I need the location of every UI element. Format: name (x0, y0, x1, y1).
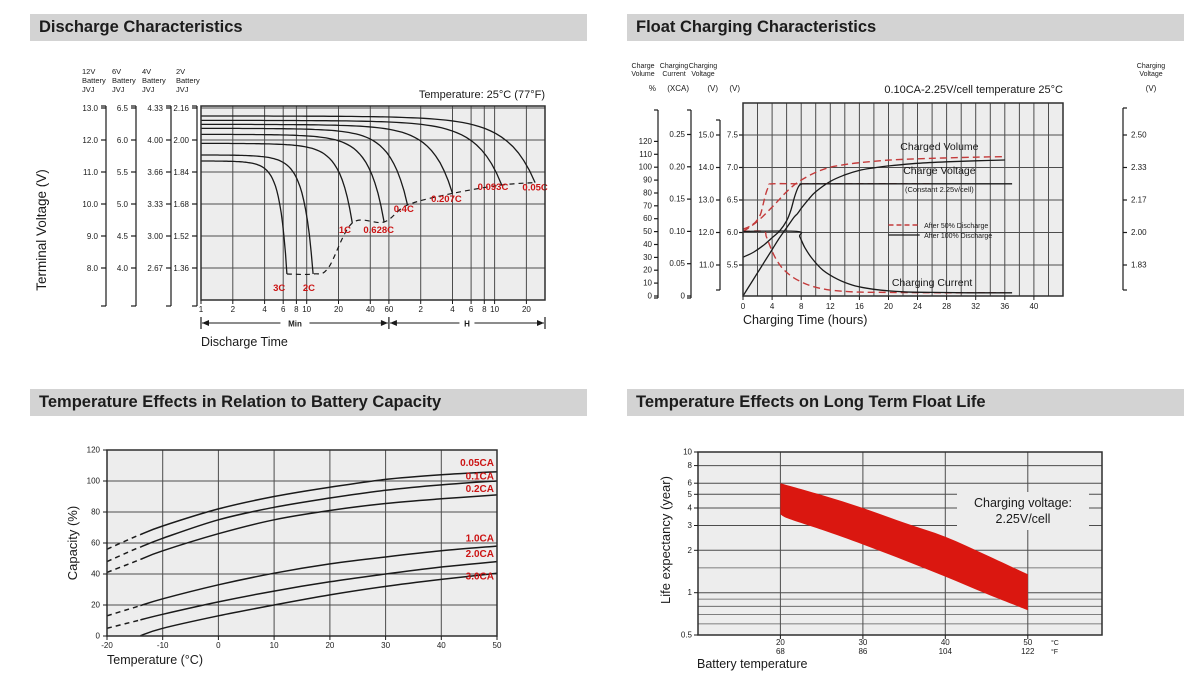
x-tick-label: 8 (482, 305, 487, 314)
scale-header: Battery (112, 76, 136, 85)
y-tick-label: 80 (91, 507, 100, 517)
section-header-discharge (30, 14, 587, 41)
x-tick-label: 6 (280, 305, 286, 314)
per-cell-voltage-tick: 2.50 (1131, 130, 1147, 140)
x-tick-label: 40 (1029, 302, 1039, 311)
rate-label-0.05C: 0.05C (522, 182, 548, 194)
x-tick-celsius: 20 (775, 638, 785, 647)
section-header-float-charging (627, 14, 1184, 41)
x-axis-title: Temperature (°C) (107, 653, 203, 667)
rate-label-0.207C: 0.207C (431, 194, 462, 205)
svg-text:Charging: Charging (1136, 63, 1166, 70)
annotation-line2: 2.25V/cell (995, 512, 1051, 526)
x-tick-label: 12 (825, 302, 835, 311)
x-tick-label: 36 (1000, 302, 1010, 311)
x-tick-label: 4 (769, 302, 775, 311)
scale-tick-label: 3.00 (147, 231, 163, 241)
xca-tick: 0.10 (669, 226, 685, 236)
x-tick-fahrenheit: 86 (858, 647, 868, 656)
pct-tick: 20 (643, 265, 652, 275)
float-charging-chart (627, 60, 1186, 360)
celsius-unit: °C (1051, 640, 1059, 647)
scale-header: JVJ (82, 85, 95, 94)
section-header-temp-capacity (30, 389, 587, 416)
section-title-temp-capacity: Temperature Effects in Relation to Battery Capacity (39, 393, 442, 411)
x-tick-label: 2 (418, 305, 423, 314)
temperature-note: Temperature: 25°C (77°F) (418, 89, 545, 101)
x-tick-label: 0 (216, 641, 221, 650)
x-tick-label: 28 (942, 302, 952, 311)
discharge-characteristics-chart (30, 60, 587, 360)
scale-tick-label: 6.5 (116, 103, 128, 113)
xca-tick: 0 (680, 291, 685, 301)
x-axis-title: Charging Time (hours) (743, 313, 868, 327)
x-unit-label: H (464, 319, 470, 329)
pct-tick: 70 (643, 201, 652, 211)
scale-header: Battery (82, 76, 106, 85)
rate-label-2.0CA: 2.0CA (465, 548, 494, 560)
section-title-float-life: Temperature Effects on Long Term Float Life (636, 393, 986, 411)
scale-header: 4V (142, 67, 152, 76)
scale-tick-label: 5.5 (116, 167, 128, 177)
temp-capacity-chart (30, 430, 587, 698)
scale-tick-label: 4.33 (147, 103, 163, 113)
x-tick-label: 4 (262, 305, 267, 314)
constant-voltage-note: (Constant 2.25v/cell) (905, 185, 974, 194)
charging-condition-note: 0.10CA-2.25V/cell temperature 25°C (884, 84, 1063, 96)
y-tick-label: 0 (95, 631, 100, 641)
scale-tick-label: 10.0 (82, 199, 98, 209)
x-tick-label: 24 (913, 302, 922, 311)
pct-tick: 50 (643, 227, 652, 237)
scale-header: Battery (142, 76, 166, 85)
svg-text:(V): (V) (707, 84, 718, 93)
scale-tick-label: 4.5 (116, 231, 128, 241)
y-axis-title: Capacity (%) (65, 505, 80, 581)
y-tick-label: 0.5 (680, 630, 692, 640)
x-axis-title: Discharge Time (201, 335, 288, 349)
x-tick-label: 0 (740, 302, 746, 311)
pct-tick: 30 (643, 252, 652, 262)
x-tick-label: 20 (334, 305, 343, 314)
x-tick-label: 40 (436, 641, 446, 650)
scale-tick-label: 5.0 (116, 199, 128, 209)
x-tick-label: 20 (884, 302, 893, 311)
y-tick-label: 2 (687, 545, 692, 555)
svg-text:Voltage: Voltage (1139, 71, 1163, 78)
scale-header: Battery (176, 76, 200, 85)
x-tick-label: 10 (269, 641, 279, 650)
pct-tick: 110 (639, 149, 652, 159)
scale-header: JVJ (142, 85, 155, 94)
rate-label-3C: 3C (273, 283, 286, 294)
x-tick-label: 8 (798, 302, 804, 311)
y-axis-title: Terminal Voltage (V) (34, 169, 49, 291)
y-tick-label: 10 (683, 447, 692, 457)
cell-voltage-tick: 7.0 (726, 163, 738, 172)
rate-label-1C: 1C (338, 225, 351, 236)
pct-tick: 100 (638, 162, 652, 172)
section-title-float-charging: Float Charging Characteristics (636, 18, 877, 36)
svg-text:%: % (648, 84, 656, 93)
svg-text:Charging: Charging (688, 63, 718, 70)
scale-tick-label: 9.0 (86, 231, 98, 241)
x-tick-fahrenheit: 68 (775, 647, 785, 656)
xca-tick: 0.05 (669, 259, 685, 269)
x-unit-label: Min (288, 319, 302, 329)
charging-voltage-tick: 12.0 (698, 228, 714, 237)
svg-text:(V): (V) (1145, 84, 1157, 93)
rate-label-2C: 2C (302, 283, 315, 294)
rate-label-0.093C: 0.093C (477, 182, 509, 193)
cell-voltage-tick: 5.5 (726, 260, 738, 270)
svg-text:Charge: Charge (631, 63, 655, 70)
x-tick-label: 10 (490, 305, 500, 314)
x-tick-fahrenheit: 122 (1021, 647, 1035, 656)
charging-voltage-tick: 11.0 (699, 260, 714, 270)
scale-header: 2V (176, 67, 186, 76)
rate-label-0.1CA: 0.1CA (465, 471, 494, 483)
pct-tick: 120 (638, 136, 652, 146)
y-tick-label: 4 (687, 503, 692, 513)
x-tick-label: 2 (230, 305, 236, 314)
per-cell-voltage-tick: 2.00 (1131, 228, 1147, 237)
x-tick-label: 50 (492, 641, 502, 650)
scale-tick-label: 1.68 (173, 199, 189, 209)
cell-voltage-tick: 7.5 (726, 130, 738, 140)
scale-tick-label: 4.00 (147, 135, 163, 145)
charge-voltage-label: Charge Voltage (903, 165, 976, 177)
pct-tick: 80 (643, 188, 652, 198)
x-tick-label: 16 (854, 302, 864, 311)
scale-tick-label: 1.36 (173, 263, 189, 273)
x-tick-label: 20 (521, 305, 531, 314)
scale-tick-label: 1.84 (173, 167, 189, 177)
scale-header: JVJ (176, 85, 189, 94)
fahrenheit-unit: °F (1051, 649, 1059, 656)
x-tick-label: 6 (468, 305, 474, 314)
svg-text:Current: Current (662, 71, 686, 78)
scale-tick-label: 13.0 (82, 103, 98, 113)
rate-label-0.628C: 0.628C (363, 225, 395, 236)
rate-label-1.0CA: 1.0CA (465, 533, 494, 545)
scale-tick-label: 3.33 (147, 199, 163, 209)
y-tick-label: 20 (91, 600, 100, 610)
pct-tick: 60 (643, 214, 652, 224)
y-tick-label: 100 (86, 476, 100, 486)
per-cell-voltage-tick: 2.33 (1131, 163, 1147, 172)
pct-tick: 0 (647, 291, 652, 301)
x-tick-label: 60 (384, 305, 394, 314)
section-header-float-life (627, 389, 1184, 416)
charging-voltage-tick: 14.0 (698, 163, 714, 172)
legend-label-50: After 50% Discharge (924, 223, 989, 230)
scale-tick-label: 11.0 (83, 167, 98, 177)
pct-tick: 90 (643, 175, 652, 185)
y-tick-label: 1 (687, 588, 692, 598)
rate-label-0.05CA: 0.05CA (460, 458, 494, 470)
scale-tick-label: 4.0 (116, 263, 128, 273)
scale-tick-label: 3.66 (147, 167, 163, 177)
y-tick-label: 6 (687, 478, 692, 488)
scale-header: 12V (82, 67, 96, 76)
x-tick-fahrenheit: 104 (938, 647, 952, 656)
charging-voltage-tick: 13.0 (698, 195, 714, 205)
charged-volume-label: Charged Volume (900, 141, 979, 153)
rate-label-0.2CA: 0.2CA (465, 483, 494, 495)
charging-voltage-tick: 15.0 (698, 130, 714, 140)
x-tick-label: 30 (381, 641, 391, 650)
x-tick-label: 4 (450, 305, 455, 314)
float-life-chart (627, 430, 1186, 698)
per-cell-voltage-tick: 2.17 (1131, 195, 1147, 205)
scale-tick-label: 2.00 (173, 135, 189, 145)
x-tick-label: 20 (325, 641, 335, 650)
x-tick-label: 40 (365, 305, 375, 314)
y-tick-label: 40 (91, 569, 100, 579)
legend-label-100: After 100% Discharge (924, 233, 993, 240)
per-cell-voltage-tick: 1.83 (1131, 260, 1147, 270)
pct-tick: 10 (643, 278, 652, 288)
x-tick-label: 8 (294, 305, 299, 314)
pct-tick: 40 (643, 240, 652, 249)
svg-text:Volume: Volume (631, 71, 655, 78)
svg-text:(XCA): (XCA) (667, 84, 689, 93)
scale-tick-label: 12.0 (82, 135, 98, 145)
scale-header: 6V (112, 67, 122, 76)
scale-tick-label: 2.67 (147, 263, 163, 273)
y-tick-label: 3 (687, 521, 692, 530)
svg-text:Charging: Charging (659, 63, 689, 70)
cell-voltage-tick: 6.5 (726, 195, 738, 205)
scale-header: JVJ (112, 85, 125, 94)
xca-tick: 0.20 (669, 162, 685, 172)
x-tick-label: -10 (156, 641, 169, 650)
scale-tick-label: 2.16 (173, 103, 189, 113)
y-axis-title: Life expectancy (year) (658, 476, 673, 604)
y-tick-label: 5 (687, 489, 692, 499)
charging-current-label: Charging Current (891, 277, 973, 289)
y-tick-label: 8 (687, 461, 692, 471)
rate-label-0.4C: 0.4C (393, 204, 414, 215)
xca-tick: 0.25 (669, 130, 685, 139)
x-tick-label: 10 (302, 305, 312, 314)
x-tick-label: 32 (971, 302, 981, 311)
section-title-discharge: Discharge Characteristics (39, 18, 243, 36)
xca-tick: 0.15 (669, 194, 685, 204)
x-tick-celsius: 40 (940, 638, 950, 647)
y-tick-label: 60 (91, 538, 100, 548)
x-tick-label: 1 (198, 305, 204, 314)
x-tick-label: -20 (101, 641, 113, 650)
y-tick-label: 120 (86, 445, 100, 455)
x-tick-celsius: 50 (1023, 638, 1033, 647)
svg-text:(V): (V) (729, 84, 740, 93)
scale-tick-label: 6.0 (116, 135, 128, 145)
x-axis-title: Battery temperature (697, 657, 808, 671)
scale-tick-label: 8.0 (86, 263, 98, 273)
rate-label-3.0CA: 3.0CA (465, 571, 494, 583)
annotation-line1: Charging voltage: (974, 496, 1072, 510)
svg-text:Voltage: Voltage (691, 71, 715, 78)
cell-voltage-tick: 6.0 (726, 228, 738, 237)
x-tick-celsius: 30 (858, 638, 868, 647)
scale-tick-label: 1.52 (173, 231, 189, 241)
